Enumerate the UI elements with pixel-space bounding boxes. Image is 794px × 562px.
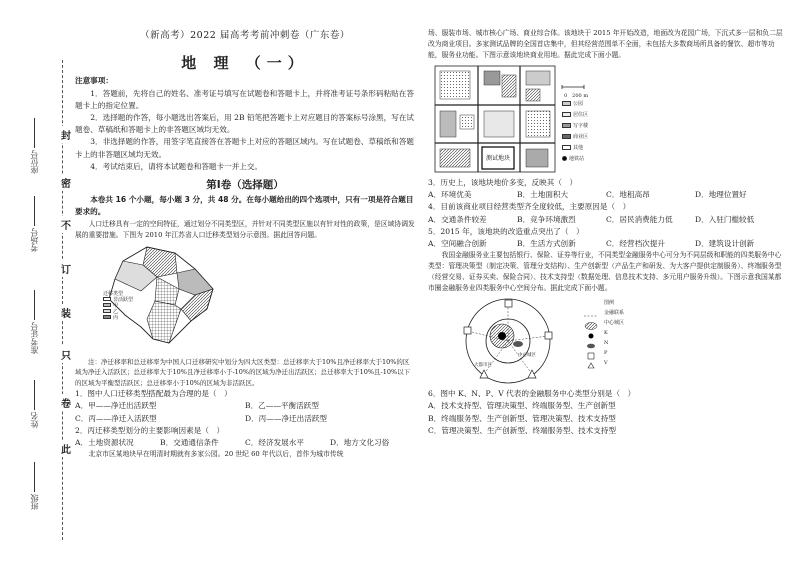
seat-number-field: 座位号 (30, 118, 44, 174)
map-legend (103, 291, 133, 321)
option-a: A．交通条件较差 (428, 214, 487, 224)
seal-char: 卷 (61, 394, 71, 411)
option-c: C．居民消费能力低 (606, 214, 673, 224)
left-column (75, 0, 415, 562)
option-d: D．地理位置好 (695, 190, 747, 200)
question-stem: 4．目前该商业项目经营类型齐全度较低，主要原因是（ ） (428, 202, 631, 212)
passage-1: 人口迁移具有一定的空间特征，通过划分不同类型区，并针对不同类型区施以有针对性的政策，是区域协调发展的重要措施。下图为 2010 年江苏省人口迁移类型划分示意图。据此回答问题。 (75, 219, 415, 239)
passage-3: 我国金融服务业主要包括银行、保险、证券等行业，不同类型金融服务中心可分为不同层级和职能的四类服务中心类型：管理决策型（制定决策、管理分支结构）、生产创新型（产品生产和研发、为大客户提供定制服务）、终端服务型（经营交易、证券买卖、保险合同）、技术支持型（数据处理、信息技术支持、多元用户服务升级）。下图示意我国某都市圈金融服务业四类服务中心空间分布。据此完成下面小题。 (428, 251, 782, 293)
center-city-label: 中心城区 (518, 353, 536, 359)
question-stem: 2．丙迁移类型划分的主要影响因素是（ ） (75, 425, 225, 435)
option-c: C．经济发展水平 (245, 437, 304, 447)
seal-char: 此 (61, 440, 71, 457)
option-a: A．空间融合创新 (428, 239, 487, 249)
migration-note: 注：净迁移率和总迁移率为中国人口迁移研究中划分为四大区类型：总迁移率大于10%且净迁移率大于10%的区域为净迁入活跃区；总迁移率大于10%且净迁移率小于-10%的区域为净迁出活跃区；总迁移率大于10%且-10%以下的区域为平衡型活跃区；总迁移率小于10%的区域为非活跃区。 (75, 357, 411, 387)
legend-item: 金融联系 (604, 310, 625, 317)
question-4 (428, 201, 784, 225)
seal-char: 封 (61, 126, 71, 143)
question-stem: 3．历史上，该地块地价多变，反映其（ ） (428, 178, 578, 187)
option-b: B．终端服务型、生产创新型、管理决策型、技术支持型 (428, 413, 616, 423)
option-c: C．经营档次提升 (606, 239, 665, 249)
legend-item: N (604, 340, 609, 347)
option-c: C．管理决策型、生产创新型、终端服务型、技术支持型 (428, 425, 617, 435)
options-row (428, 189, 784, 201)
jiangsu-migration-map (95, 243, 225, 355)
seal-char: 只 (61, 346, 71, 363)
question-1 (75, 388, 415, 425)
legend-item: 居住区 (562, 110, 588, 121)
option-d: D．地方文化习俗 (330, 437, 390, 447)
section-title: 第Ⅰ卷（选择题） (206, 179, 284, 192)
subject-title: 地 理 （一） (181, 54, 309, 73)
options-row (428, 214, 784, 226)
legend-item: 写字楼 (562, 121, 588, 132)
legend-item: K (604, 330, 608, 337)
legend-item: 公园 (562, 99, 588, 110)
class-field: 班级 (30, 462, 44, 510)
target-plot-label: 测试地块 (486, 155, 511, 162)
scale-bar-label: 0 200 m (564, 93, 589, 99)
question-5 (428, 226, 784, 250)
right-column (428, 0, 784, 562)
notice-item: 4．考试结束后，请将本试题卷和答题卡一并上交。 (90, 161, 263, 171)
map-legend-item: 甲 (103, 303, 133, 309)
notice-heading: 注意事项： (75, 76, 113, 86)
passage-2-continued: 场、服装市场、城市核心广场、商业综合体。该地块于 2015 年开始改造，地面改为花园广场，下沉式多一层和负二层改为商业项目。多家测试品牌的全国首店集中，但其经营范围单不全面，未包括大多数商场所具备的餐饮、超市等功能，服务业功能。下图示意该地块商业用地。据此完成下面小题。 (428, 29, 783, 59)
legend-item: 地铁站 (562, 154, 588, 165)
option-d: D．入驻门槛较低 (695, 214, 755, 224)
exam-room-field: 考场号 (30, 196, 44, 252)
options-row (75, 437, 415, 449)
financial-center-diagram (448, 296, 648, 386)
passage-2-start: 北京市区某地块早在明清时期就有多家公园。20 世纪 60 年代以后，首作为城市传统 (88, 450, 344, 459)
map-legend-item: 乙 (103, 309, 133, 315)
section-instruction: 本卷共 16 个小题，每小题 3 分，共 48 分。在每小题给出的四个选项中，只有一项是符合题目要求的。 (75, 195, 414, 217)
option-a: A．甲——净迁出活跃型 (75, 401, 157, 411)
notice-item: 1．答题前，先将自己的姓名、准考证号填写在试题卷和答题卡上，并将准考证号条形码粘贴在答题卡上的指定位置。 (75, 88, 414, 110)
option-b: B．乙——平衡活跃型 (245, 401, 319, 411)
exam-series-title: （新高考）2022 届高考考前冲刺卷（广东卷） (140, 30, 350, 41)
legend-item: 商业区 (562, 132, 588, 143)
legend-title: 图例 (604, 300, 615, 307)
options-row (75, 413, 415, 425)
option-b: B．交通通信条件 (160, 437, 219, 447)
option-b: B．生活方式创新 (517, 239, 576, 249)
seal-char: 装 (61, 304, 71, 321)
map-legend-item: 非活跃型 (103, 297, 133, 303)
seal-char: 订 (61, 260, 71, 277)
question-3 (428, 177, 784, 201)
admission-number-field: 准考证号 (30, 290, 44, 354)
financial-legend (604, 298, 624, 368)
seal-char: 密 (61, 174, 71, 191)
binding-margin (0, 0, 70, 562)
option-b: B．竞争环境激烈 (517, 214, 576, 224)
question-stem: 6．图中 K、N、P、V 代表的金融服务中心类型分别是（ ） (428, 389, 636, 399)
legend-item: 中心城区 (604, 320, 625, 327)
legend-item: P (604, 350, 608, 357)
notice-item: 3．非选择题的作答，用签字笔直接答在答题卡上对应的答题区域内。写在试题卷、草稿纸和答题卡上的非答题区域均无效。 (75, 137, 414, 159)
options-row (75, 400, 415, 412)
beijing-land-use-map (434, 65, 599, 175)
option-d: D．丙——净迁出活跃型 (245, 413, 328, 423)
option-d: D．建筑设计创新 (695, 239, 755, 249)
question-6 (428, 388, 784, 437)
map-legend-item: 丙 (103, 315, 133, 321)
option-b: B．土地面积大 (517, 190, 569, 200)
options-row (428, 238, 784, 250)
seal-char: 不 (61, 216, 71, 233)
option-c: C．丙——净迁入活跃型 (75, 413, 157, 423)
land-use-legend (562, 99, 588, 165)
option-a: A．环境优美 (428, 190, 472, 200)
map-legend-title: 迁移类型 (103, 290, 124, 297)
notice-item: 2．选择题的作答，每小题选出答案后，用 2B 铅笔把答题卡上对应题目的答案标号涂黑，写在试题卷、草稿纸和答题卡上的非答题区域均无效。 (75, 113, 415, 135)
name-field: 姓名 (30, 380, 44, 428)
legend-item: 其他 (562, 143, 588, 154)
question-2 (75, 425, 415, 449)
option-c: C．地租高昂 (606, 190, 650, 200)
question-stem: 1．图中人口迁移类型搭配最为合理的是（ ） (75, 389, 232, 399)
metro-area-label: 大都市区 (474, 363, 492, 369)
option-a: A．技术支持型、管理决策型、终端服务型、生产创新型 (428, 401, 616, 411)
option-a: A．土地资源状况 (75, 437, 134, 447)
question-stem: 5．2015 年，该地块的改造重点突出了（ ） (428, 226, 584, 236)
legend-item: V (604, 360, 608, 367)
